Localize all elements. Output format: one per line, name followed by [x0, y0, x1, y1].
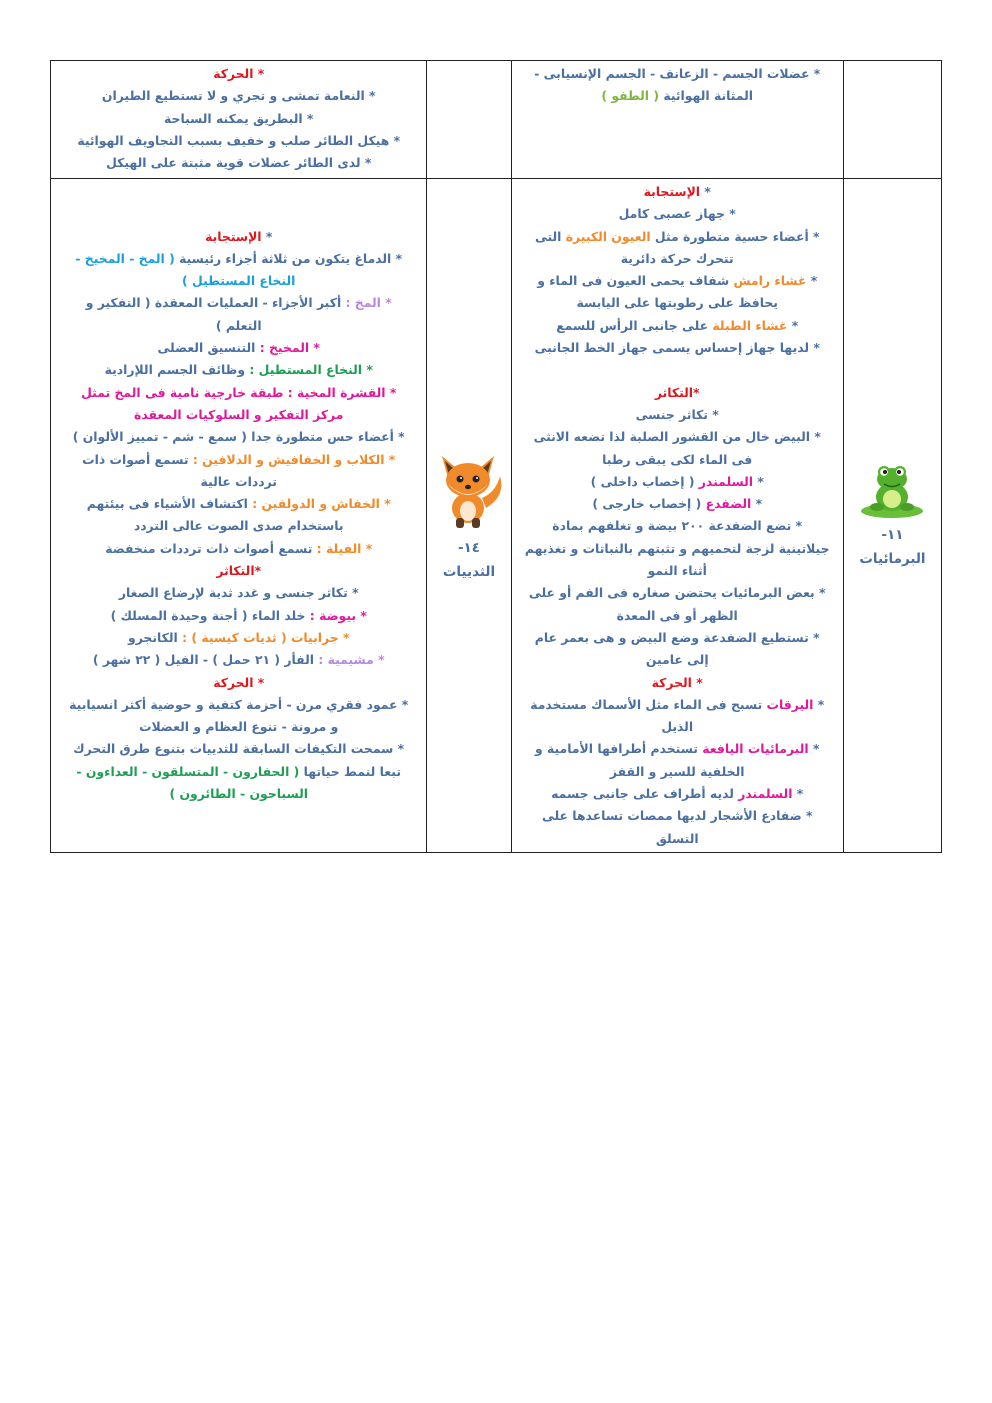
text-line [56, 582, 421, 604]
text-segment: التنسيق العضلى [157, 340, 256, 356]
text-line [517, 627, 838, 649]
text-line [56, 315, 421, 337]
text-line [56, 404, 421, 426]
text-line [517, 359, 838, 381]
text-line [56, 471, 421, 493]
text-line [56, 337, 421, 359]
text-line [56, 783, 421, 805]
text-segment: السلمندر [698, 473, 754, 489]
mammals-number: ١٤- [457, 540, 481, 557]
text-segment: * بيوضة : [305, 607, 367, 623]
mammals-notes-cell [51, 179, 427, 853]
table-row-2 [51, 179, 942, 853]
text-line [517, 605, 838, 627]
text-segment: تتحرك حركة دائرية [620, 250, 734, 266]
text-segment: الإستجابة [643, 184, 701, 199]
text-segment: البرمائيات اليافعة [702, 741, 809, 757]
text-segment: الحركة [651, 674, 692, 690]
text-segment: * هيكل الطائر صلب و خفيف بسبب التجاويف الهوائية [77, 132, 401, 148]
text-line [517, 694, 838, 716]
amphibians-title: البرمائيات [859, 551, 926, 568]
text-segment: ( المخ - المخيخ - [75, 250, 175, 266]
text-segment: * [808, 741, 820, 757]
row1-left-text [56, 63, 421, 174]
text-segment: تسمع أصوات ذات ترددات منخفضة [105, 540, 313, 556]
row1-label-cell [843, 61, 941, 179]
text-segment: * الفيلة : [312, 540, 373, 556]
row1-right-text [517, 63, 838, 108]
text-segment: * [253, 674, 265, 690]
text-segment: * [792, 786, 804, 802]
text-line [517, 493, 838, 515]
text-line [56, 449, 421, 471]
text-segment: * جهاز عصبى كامل [618, 206, 736, 222]
text-segment: * عمود فقري مرن - أحزمة كتفية و حوضية أكثر انسيابية [69, 696, 409, 712]
text-segment: الحركة [213, 66, 254, 81]
text-line [56, 694, 421, 716]
text-line [517, 672, 838, 694]
text-segment: * مشيمية : [314, 652, 385, 668]
text-line [517, 560, 838, 582]
text-line [56, 85, 421, 107]
amphibians-number: ١١- [881, 527, 904, 544]
text-line [517, 63, 838, 85]
text-segment: المثانة الهوائية [659, 88, 754, 104]
text-segment: * [753, 473, 764, 489]
text-line [56, 716, 421, 738]
text-segment: فى الماء لكى يبقى رطبا [602, 451, 753, 467]
fox-icon [430, 446, 506, 530]
text-line [517, 582, 838, 604]
text-line [517, 828, 838, 850]
text-segment: أكبر الأجزاء - العمليات المعقدة ( التفكير و [85, 295, 342, 311]
text-segment: شفاف يحمى العيون فى الماء و [537, 273, 734, 289]
text-segment: * سمحت التكيفات السابقة للثدييات بتنوع طرق التحرك [73, 741, 405, 757]
mammals-text [56, 226, 421, 806]
text-line [56, 152, 421, 174]
text-line [56, 292, 421, 314]
text-segment: الحركة [213, 674, 254, 690]
text-segment: لديه أطراف على جانبى جسمه [551, 786, 739, 802]
text-segment: ترددات عالية [200, 473, 277, 489]
text-segment: * عضلات الجسم - الزعانف - الجسم الإنسيابى - [534, 66, 821, 81]
text-segment: *التكاثر [654, 384, 700, 400]
text-line [56, 672, 421, 694]
text-segment: الكانجرو [128, 629, 178, 645]
text-segment: *التكاثر [216, 563, 262, 579]
text-line [56, 538, 421, 560]
notes-table [50, 60, 942, 853]
amphibians-label-cell [843, 179, 941, 853]
text-segment: و مرونة - تنوع العظام و العضلات [139, 719, 339, 735]
text-segment: * ضفادع الأشجار لديها ممصات تساعدها على [541, 808, 813, 824]
text-segment: * [787, 317, 799, 333]
text-segment: الضفدع [705, 496, 752, 512]
row1-birds-cell [51, 61, 427, 179]
text-segment: * [253, 66, 265, 81]
text-line [517, 292, 838, 314]
text-line [517, 85, 838, 107]
text-segment: * الخفاش و الدولفين : [247, 496, 391, 512]
text-segment: السباحون - الطائرون ) [169, 786, 308, 802]
text-segment: * [751, 496, 763, 512]
text-segment: * جرابيات ( ثديات كيسية ) : [177, 629, 350, 645]
text-line [517, 649, 838, 671]
text-line [56, 761, 421, 783]
amphibians-text [517, 181, 838, 850]
text-line [517, 538, 838, 560]
text-segment: * تكاثر جنسى و غدد ثدية لإرضاع الصغار [118, 585, 359, 601]
text-segment: * النعامة تمشى و تجري و لا تستطيع الطيران [101, 88, 376, 104]
text-line [56, 738, 421, 760]
text-segment: * تضع الضفدعة ٢٠٠ بيضة و تغلفهم بمادة [552, 518, 803, 534]
text-segment: التعلم ) [215, 317, 262, 333]
text-line [517, 471, 838, 493]
text-line [517, 761, 838, 783]
text-segment: السلمندر [738, 786, 793, 802]
text-line [517, 226, 838, 248]
text-segment: * النخاع المستطيل : [245, 362, 373, 378]
text-segment: جيلاتينية لزجة لتحميهم و تثبتهم بالنباتات و تغذيهم [524, 540, 830, 556]
text-segment: * المخ : [341, 295, 392, 311]
text-line [517, 404, 838, 426]
text-segment: الظهر أو فى المعدة [616, 607, 738, 623]
text-line [56, 515, 421, 537]
text-segment: ( الطفو ) [601, 88, 659, 104]
text-segment: مركز التفكير و السلوكيات المعقدة [134, 406, 344, 422]
text-segment: * الكلاب و الخفافيش و الدلافين : [188, 451, 396, 467]
text-line [517, 426, 838, 448]
text-segment: ( الحفارون - المتسلقون - العداءون - [76, 763, 300, 779]
text-line [56, 560, 421, 582]
amphibians-notes-cell [511, 179, 843, 853]
text-line [56, 493, 421, 515]
text-line [517, 315, 838, 337]
text-line [517, 248, 838, 270]
text-line [517, 203, 838, 225]
text-segment: تبعا لنمط حياتها [299, 763, 402, 779]
text-segment: أثناء النمو [647, 563, 707, 579]
text-segment: * [806, 273, 818, 289]
text-segment: اليرقات [766, 696, 814, 712]
text-segment: * [691, 674, 703, 690]
text-segment: تسمع أصوات ذات [82, 451, 189, 467]
text-segment: تستخدم أطرافها الأمامية و [534, 741, 703, 757]
text-line [56, 359, 421, 381]
text-line [517, 716, 838, 738]
text-segment: العيون الكبيرة [565, 228, 651, 244]
text-segment: * [700, 184, 711, 199]
text-line [517, 783, 838, 805]
text-segment: يحافظ على رطوبتها على اليابسة [576, 295, 778, 311]
text-line [56, 226, 421, 248]
text-line [517, 515, 838, 537]
table-row-1 [51, 61, 942, 179]
mammals-title: الثدييات [442, 564, 496, 581]
text-segment: * أعضاء حسية متطورة مثل [650, 228, 820, 244]
text-segment: * لدى الطائر عضلات قوية مثبتة على الهيكل [106, 155, 372, 171]
text-line [56, 130, 421, 152]
text-line [517, 738, 838, 760]
row1-amphibian-fish-cell [511, 61, 843, 179]
text-line [56, 63, 421, 85]
text-segment: إلى عامين [645, 652, 709, 668]
text-segment: الفأر ( ٢١ حمل ) - الفيل ( ٢٢ شهر ) [92, 652, 314, 668]
text-segment: * الدماغ يتكون من ثلاثة أجزاء رئيسية [174, 250, 403, 266]
text-segment: اكتشاف الأشياء فى بيئتهم [86, 496, 248, 512]
text-segment: خلد الماء ( أجنة وحيدة المسلك ) [110, 607, 306, 623]
text-line [56, 270, 421, 292]
text-segment: الخلفية للسير و القفز [609, 763, 745, 779]
text-line [517, 181, 838, 203]
text-line [517, 382, 838, 404]
text-segment: النخاع المستطيل ) [182, 273, 296, 289]
text-segment: * أعضاء حس متطورة جدا ( سمع - شم - تمييز الألوان ) [72, 429, 405, 445]
text-segment: غشاء رامش [733, 273, 807, 289]
text-segment: * البيض خال من القشور الصلبة لذا تضعه الانثى [533, 429, 821, 445]
text-segment: * تكاثر جنسى [635, 406, 719, 422]
text-segment: * البطريق يمكنه السباحة [164, 110, 314, 126]
text-segment: * لديها جهاز إحساس يسمى جهاز الخط الجانبى [534, 340, 820, 356]
text-segment: التى [534, 228, 566, 244]
text-line [517, 449, 838, 471]
text-segment: * القشرة المخية : طبقة خارجية نامية فى المخ تمثل [81, 384, 397, 400]
text-segment: غشاء الطبلة [712, 317, 788, 333]
text-line [517, 337, 838, 359]
text-segment: ( إخصاب داخلى ) [590, 473, 699, 489]
text-segment: تسبح فى الماء مثل الأسماك مستخدمة [530, 696, 767, 712]
text-segment: * [261, 228, 273, 244]
text-line [517, 805, 838, 827]
text-line [517, 270, 838, 292]
text-segment: * بعض البرمائيات يحتضن صغاره فى الفم أو على [528, 585, 826, 601]
text-segment: التسلق [655, 830, 699, 846]
mammals-label-cell [427, 179, 511, 853]
text-line [56, 382, 421, 404]
row1-image-cell [427, 61, 511, 179]
text-segment: * تستطيع الضفدعة وضع البيض و هى بعمر عام [534, 629, 820, 645]
text-line [56, 248, 421, 270]
text-segment: على جانبى الرأس للسمع [556, 317, 713, 333]
text-segment: * المخيخ : [255, 340, 320, 356]
text-line [56, 649, 421, 671]
text-segment: الذيل [661, 719, 694, 735]
text-segment: ( إخصاب خارجى ) [592, 496, 706, 512]
frog-icon [857, 459, 927, 519]
text-line [56, 108, 421, 130]
text-line [56, 605, 421, 627]
text-segment: * [813, 696, 825, 712]
text-line [56, 627, 421, 649]
text-segment: باستخدام صدى الصوت عالى التردد [133, 518, 344, 534]
text-line [56, 426, 421, 448]
text-segment: الإستجابة [205, 228, 262, 244]
text-segment: وظائف الجسم اللإرادية [104, 362, 246, 378]
